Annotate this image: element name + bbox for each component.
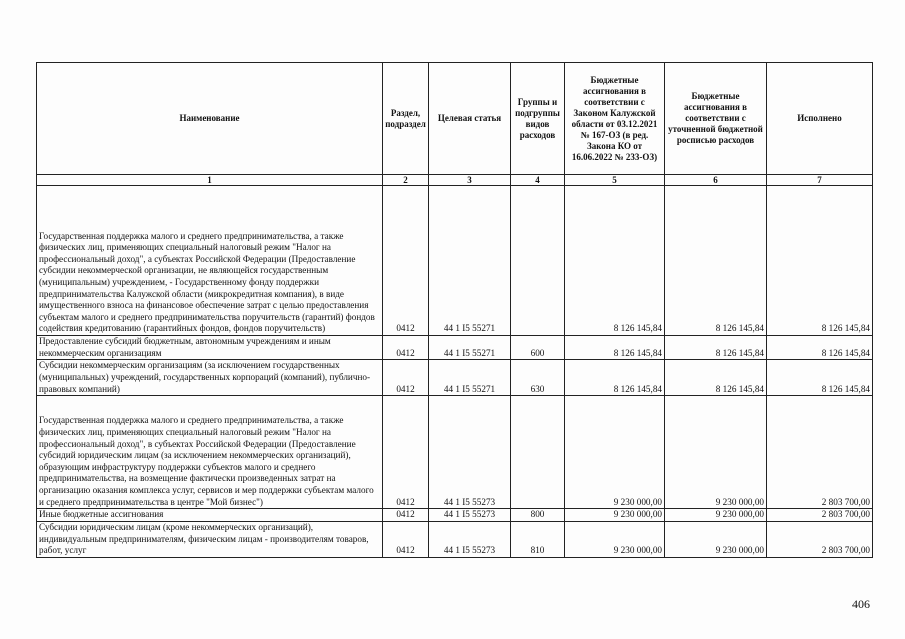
page-number: 406 [852, 597, 870, 611]
header-law: Бюджетные ассигнования в соответствии с Законом Калужской области от 03.12.2021 № 167-ОЗ (в ред. Закона КО от 16.06.2022 № 233-ОЗ) [565, 63, 665, 175]
row-group [511, 186, 565, 336]
column-number: 5 [565, 175, 665, 186]
row-executed-amount: 2 803 700,00 [767, 509, 873, 522]
row-group: 810 [511, 521, 565, 557]
row-refined-amount: 9 230 000,00 [665, 521, 767, 557]
header-group: Группы и подгруппы видов расходов [511, 63, 565, 175]
row-section: 0412 [383, 336, 429, 360]
table-row [37, 521, 873, 557]
header-target: Целевая статья [429, 63, 511, 175]
row-name: Государственная поддержка малого и среднего предпринимательства, а также физических лиц, применяющих специальный налоговый режим "Налог на профессиональный доход", в субъектах Российской Федерации (Предоставление субсидий юридическим лицам (за исключением некоммерческих организаций), образующим инфраструктуру поддержки субъектов малого и среднего предпринимательства, на возмещение фактически произведенных затрат на организацию оказания комплекса услуг, сервисов и мер поддержки субъектам малого и среднего предпринимательства в центре "Мой бизнес") [37, 396, 383, 509]
row-executed-amount: 2 803 700,00 [767, 396, 873, 509]
row-target: 44 1 I5 55273 [429, 509, 511, 522]
row-law-amount: 9 230 000,00 [565, 396, 665, 509]
column-number: 3 [429, 175, 511, 186]
header-row [37, 63, 873, 175]
row-executed-amount: 8 126 145,84 [767, 360, 873, 396]
row-law-amount: 8 126 145,84 [565, 186, 665, 336]
row-law-amount: 8 126 145,84 [565, 360, 665, 396]
header-name: Наименование [37, 63, 383, 175]
row-executed-amount: 2 803 700,00 [767, 521, 873, 557]
row-executed-amount: 8 126 145,84 [767, 186, 873, 336]
row-refined-amount: 9 230 000,00 [665, 396, 767, 509]
row-section: 0412 [383, 360, 429, 396]
row-name: Государственная поддержка малого и среднего предпринимательства, а также физических лиц, применяющих специальный налоговый режим "Налог на профессиональный доход", а субъектах Российской Федерации (Предоставление субсидии некоммерческой организации, не являющейся государственным (муниципальным) учреждением, - Государственному фонду поддержки предпринимательства Калужской области (микрокредитная компания), в виде имущественного взноса на финансовое обеспечение затрат с целью предоставления субъектам малого и среднего предпринимательства поручительств (гарантий) фондов содействия кредитованию (гарантийных фондов, фондов поручительств) [37, 186, 383, 336]
row-target: 44 1 I5 55273 [429, 396, 511, 509]
row-target: 44 1 I5 55271 [429, 360, 511, 396]
row-law-amount: 9 230 000,00 [565, 521, 665, 557]
row-law-amount: 8 126 145,84 [565, 336, 665, 360]
row-section: 0412 [383, 509, 429, 522]
row-group: 630 [511, 360, 565, 396]
row-name: Иные бюджетные ассигнования [37, 509, 383, 522]
row-target: 44 1 I5 55273 [429, 521, 511, 557]
row-section: 0412 [383, 186, 429, 336]
row-law-amount: 9 230 000,00 [565, 509, 665, 522]
column-number: 6 [665, 175, 767, 186]
row-name: Субсидии юридическим лицам (кроме некоммерческих организаций), индивидуальным предпринимателям, физическим лицам - производителям товаров, работ, услуг [37, 521, 383, 557]
table-row [37, 360, 873, 396]
row-group: 600 [511, 336, 565, 360]
table-row [37, 396, 873, 509]
row-refined-amount: 8 126 145,84 [665, 360, 767, 396]
table-row [37, 186, 873, 336]
row-group: 800 [511, 509, 565, 522]
column-number: 7 [767, 175, 873, 186]
column-number: 2 [383, 175, 429, 186]
column-number: 4 [511, 175, 565, 186]
table-row [37, 509, 873, 522]
row-section: 0412 [383, 521, 429, 557]
header-executed: Исполнено [767, 63, 873, 175]
row-group [511, 396, 565, 509]
row-section: 0412 [383, 396, 429, 509]
column-number: 1 [37, 175, 383, 186]
table-row [37, 336, 873, 360]
row-name: Субсидии некоммерческим организациям (за исключением государственных (муниципальных) учреждений, государственных корпораций (компаний), публично-правовых компаний) [37, 360, 383, 396]
row-refined-amount: 9 230 000,00 [665, 509, 767, 522]
row-refined-amount: 8 126 145,84 [665, 186, 767, 336]
row-target: 44 1 I5 55271 [429, 186, 511, 336]
header-section: Раздел, подраздел [383, 63, 429, 175]
row-target: 44 1 I5 55271 [429, 336, 511, 360]
row-refined-amount: 8 126 145,84 [665, 336, 767, 360]
row-name: Предоставление субсидий бюджетным, автономным учреждениям и иным некоммерческим организациям [37, 336, 383, 360]
budget-table [36, 62, 873, 558]
row-executed-amount: 8 126 145,84 [767, 336, 873, 360]
column-numbers-row [37, 175, 873, 186]
header-refined: Бюджетные ассигнования в соответствии с уточненной бюджетной росписью расходов [665, 63, 767, 175]
